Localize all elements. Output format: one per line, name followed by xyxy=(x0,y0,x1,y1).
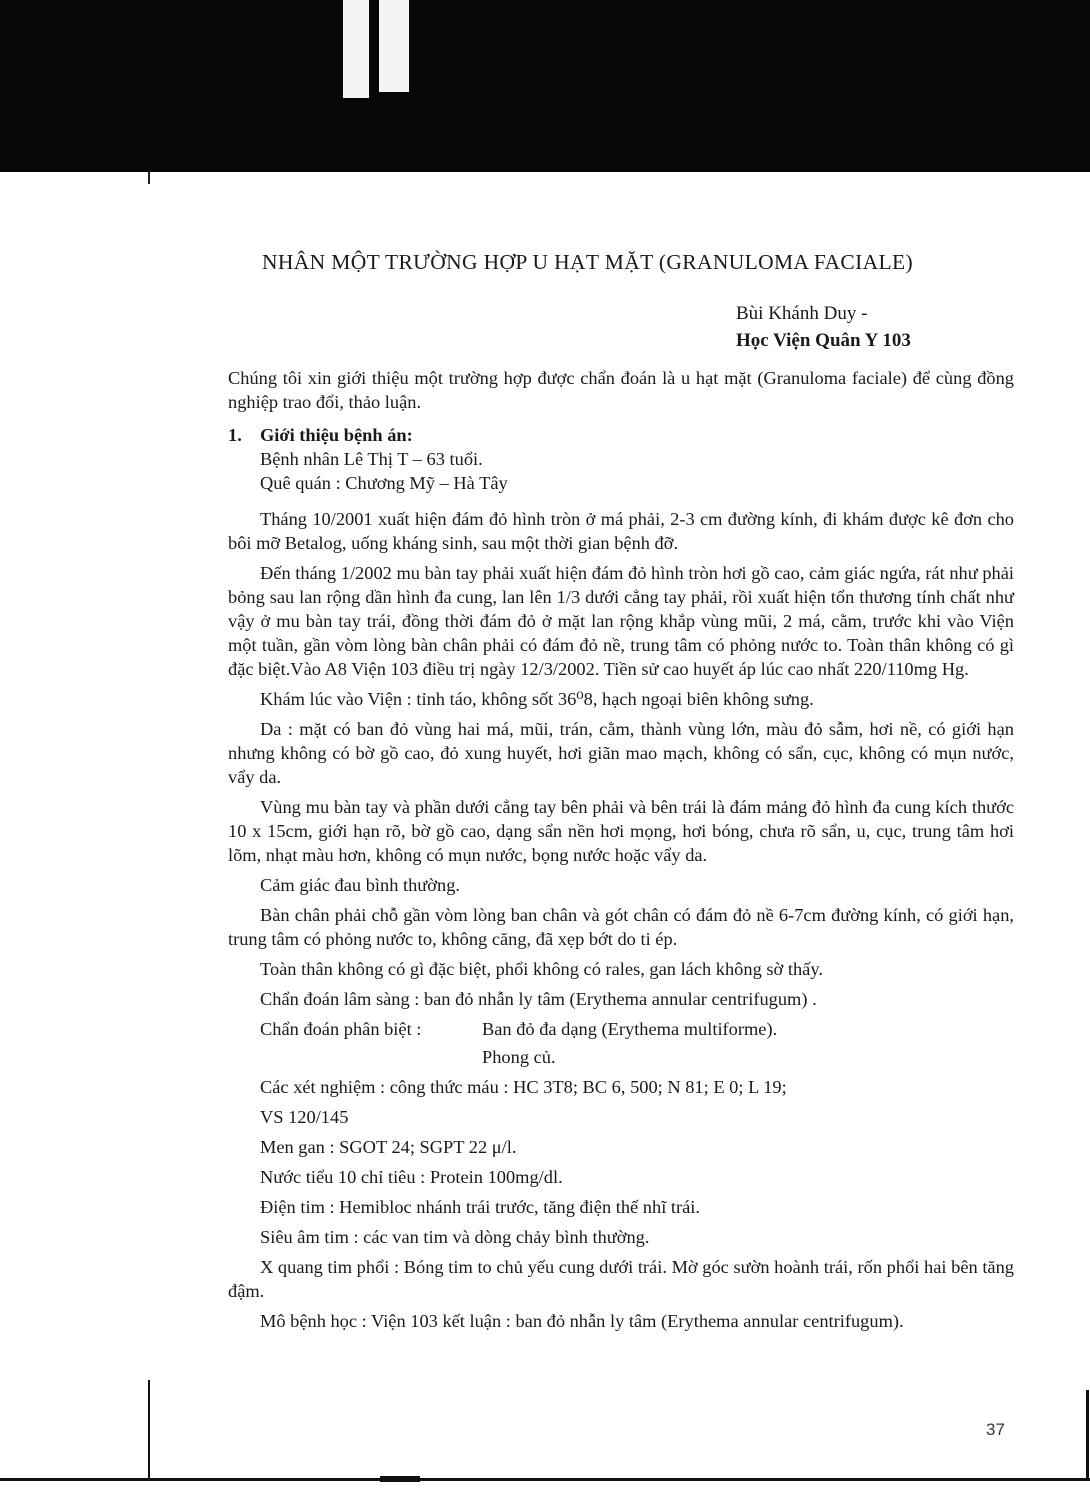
page-number: 37 xyxy=(986,1420,1005,1439)
test-line: Điện tim : Hemibloc nhánh trái trước, tăng điện thế nhĩ trái. xyxy=(260,1197,701,1217)
differential-diagnosis xyxy=(228,1017,1014,1041)
author-name: Bùi Khánh Duy - xyxy=(736,303,868,324)
body-paragraph: Da : mặt có ban đỏ vùng hai má, mũi, trán, cằm, thành vùng lớn, màu đỏ sẫm, hơi nề, có giới hạn nhưng không có bờ gồ cao, đỏ xung huyết, hơi giãn mao mạch, không có sẩn, cục, không có mụn nước, vẩy da. xyxy=(228,719,1014,787)
test-line: VS 120/145 xyxy=(260,1107,349,1127)
test-line: Nước tiểu 10 chỉ tiêu : Protein 100mg/dl. xyxy=(260,1167,563,1187)
hometown-line: Quê quán : Chương Mỹ – Hà Tây xyxy=(260,473,508,493)
scan-dark-header-band xyxy=(0,0,1090,172)
patient-line: Bệnh nhân Lê Thị T – 63 tuổi. xyxy=(260,449,483,469)
scan-left-edge-line xyxy=(148,1380,150,1480)
scan-right-edge-line xyxy=(1086,1390,1089,1480)
test-line: Các xét nghiệm : công thức máu : HC 3T8; BC 6, 500; N 81; E 0; L 19; xyxy=(260,1077,787,1097)
test-line: X quang tim phổi : Bóng tim to chủ yếu cung dưới trái. Mờ góc sườn hoành trái, rốn phổi hai bên tăng đậm. xyxy=(228,1257,1014,1301)
body-paragraph: Bàn chân phải chỗ gần vòm lòng ban chân và gót chân có đám đỏ nề 6-7cm đường kính, có giới hạn, trung tâm có phỏng nước to, không căng, đã xẹp bớt do ti ép. xyxy=(228,905,1014,949)
section-heading-text: Giới thiệu bệnh án: xyxy=(260,425,413,445)
differential-item: Ban đỏ đa dạng (Erythema multiforme). xyxy=(482,1019,778,1039)
body-paragraph: Tháng 10/2001 xuất hiện đám đỏ hình tròn ở má phải, 2-3 cm đường kính, đi khám được kê đơn cho bôi mỡ Betalog, uống kháng sinh, sau một thời gian bệnh đỡ. xyxy=(228,509,1014,553)
article-body xyxy=(228,366,1014,1333)
body-paragraph: Vùng mu bàn tay và phần dưới cẳng tay bên phải và bên trái là đám mảng đỏ hình đa cung kích thước 10 x 15cm, giới hạn rõ, bờ gồ cao, dạng sẩn nền hơi mọng, hơi bóng, chưa rõ sẩn, u, cục, trung tâm hơi lõm, nhạt màu hơn, không có mụn nước, bọng nước hoặc vẩy da. xyxy=(228,797,1014,865)
author-block xyxy=(736,300,911,354)
test-line: Men gan : SGOT 24; SGPT 22 μ/l. xyxy=(260,1137,517,1157)
body-paragraph: Chẩn đoán lâm sàng : ban đỏ nhẫn ly tâm (Erythema annular centrifugum) . xyxy=(260,989,817,1009)
body-paragraph: Đến tháng 1/2002 mu bàn tay phải xuất hiện đám đỏ hình tròn hơi gồ cao, cảm giác ngứa, rát như phải bỏng sau lan rộng dần hình đa cung, lan lên 1/3 dưới cẳng tay phải, rồi xuất hiện tổn thương tính chất như vậy ở mu bàn tay trái, đồng thời đám đỏ ở mặt lan rộng khắp vùng mũi, 2 má, cằm, trước khi vào Viện một tuần, gần vòm lòng bàn chân phải có đám đỏ nề, trung tâm có phỏng nước to. Toàn thân không có gì đặc biệt.Vào A8 Viện 103 điều trị ngày 12/3/2002. Tiền sử cao huyết áp lúc cao nhất 220/110mg Hg. xyxy=(228,563,1014,679)
intro-paragraph: Chúng tôi xin giới thiệu một trường hợp được chẩn đoán là u hạt mặt (Granuloma faciale) để cùng đồng nghiệp trao đổi, thảo luận. xyxy=(228,368,1014,412)
test-line: Mô bệnh học : Viện 103 kết luận : ban đỏ nhẫn ly tâm (Erythema annular centrifugum). xyxy=(260,1311,904,1331)
section-number: 1. xyxy=(228,425,242,445)
test-line: Siêu âm tim : các van tim và dòng chảy bình thường. xyxy=(260,1227,650,1247)
body-paragraph: Toàn thân không có gì đặc biệt, phổi không có rales, gan lách không sờ thấy. xyxy=(260,959,823,979)
differential-label: Chẩn đoán phân biệt : xyxy=(260,1019,422,1039)
document-title: NHÂN MỘT TRƯỜNG HỢP U HẠT MẶT (GRANULOMA FACIALE) xyxy=(262,250,913,274)
body-paragraph: Cảm giác đau bình thường. xyxy=(260,875,460,895)
differential-item: Phong củ. xyxy=(482,1047,556,1067)
scan-bottom-rule xyxy=(0,1478,1090,1481)
scan-bottom-mark xyxy=(380,1476,420,1482)
scan-header-tab-right xyxy=(379,0,409,92)
body-paragraph: Khám lúc vào Viện : tỉnh táo, không sốt 36⁰8, hạch ngoại biên không sưng. xyxy=(260,689,814,709)
scan-margin-tick xyxy=(148,172,150,184)
scan-header-tab-left xyxy=(343,0,369,98)
author-affiliation: Học Viện Quân Y 103 xyxy=(736,330,911,351)
section-heading xyxy=(228,423,1014,447)
